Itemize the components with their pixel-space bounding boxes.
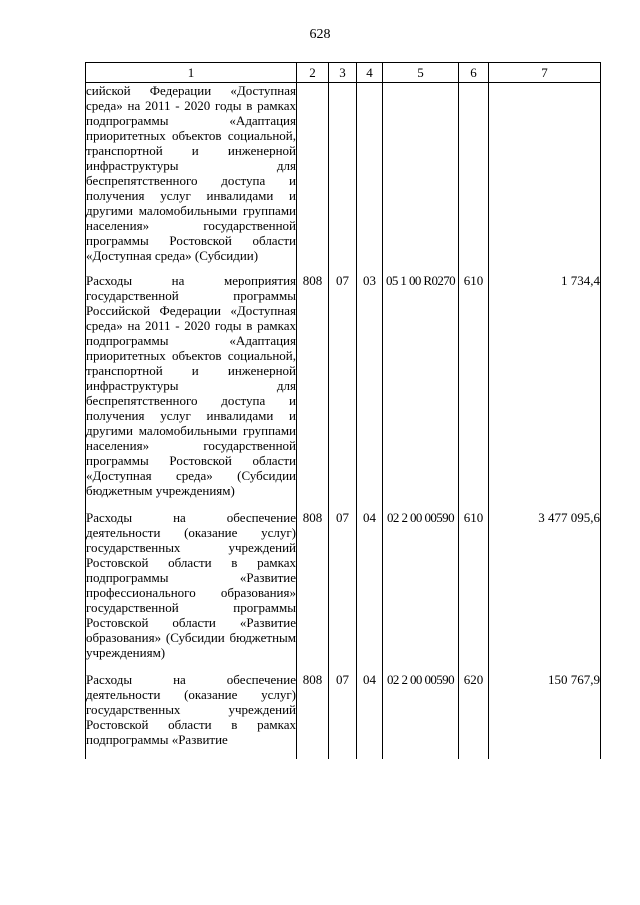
row-target-code: 05 1 00 R0270 bbox=[383, 273, 459, 510]
row-description: Расходы на обеспечение деятельности (оказание услуг) государственных учреждений Ростовской области в рамках подпрограммы «Развитие профессионального образования» государственной программы Ростовской области «Развитие образования» (Субсидии бюджетным учреждениям) bbox=[86, 510, 297, 672]
row-amount: 1 734,4 bbox=[489, 273, 601, 510]
row-section-code: 07 bbox=[329, 672, 357, 759]
table-row bbox=[86, 273, 601, 510]
row-target-code bbox=[383, 83, 459, 274]
row-subsection-code: 04 bbox=[357, 672, 383, 759]
table-row bbox=[86, 510, 601, 672]
page-number: 628 bbox=[309, 27, 331, 42]
column-header-5: 5 bbox=[383, 63, 459, 83]
row-subsection-code: 03 bbox=[357, 273, 383, 510]
row-amount: 3 477 095,6 bbox=[489, 510, 601, 672]
row-section-code: 07 bbox=[329, 510, 357, 672]
column-header-4: 4 bbox=[357, 63, 383, 83]
table-header-row bbox=[86, 63, 601, 83]
budget-table bbox=[85, 62, 601, 759]
row-amount bbox=[489, 83, 601, 274]
row-target-code: 02 2 00 00590 bbox=[383, 510, 459, 672]
column-header-2: 2 bbox=[297, 63, 329, 83]
table-row bbox=[86, 672, 601, 759]
row-subsection-code: 04 bbox=[357, 510, 383, 672]
column-header-6: 6 bbox=[459, 63, 489, 83]
row-section-code bbox=[329, 83, 357, 274]
row-description: сийской Федерации «Доступная среда» на 2011 - 2020 годы в рамках подпрограммы «Адаптация приоритетных объектов социальной, транспортной и инженерной инфраструктуры для беспрепятственного доступа и получения услуг инвалидами и другими маломобильными группами населения» государственной программы Ростовской области «Доступная среда» (Субсидии) bbox=[86, 83, 297, 274]
row-section-code: 07 bbox=[329, 273, 357, 510]
table-row bbox=[86, 83, 601, 274]
row-subsection-code bbox=[357, 83, 383, 274]
column-header-3: 3 bbox=[329, 63, 357, 83]
row-expense-type: 620 bbox=[459, 672, 489, 759]
row-expense-type: 610 bbox=[459, 273, 489, 510]
row-target-code: 02 2 00 00590 bbox=[383, 672, 459, 759]
column-header-1: 1 bbox=[86, 63, 297, 83]
row-description: Расходы на мероприятия государственной программы Российской Федерации «Доступная среда» на 2011 - 2020 годы в рамках подпрограммы «Адаптация приоритетных объектов социальной, транспортной и инженерной инфраструктуры для беспрепятственного доступа и получения услуг инвалидами и другими маломобильными группами населения» государственной программы Ростовской области «Доступная среда» (Субсидии бюджетным учреждениям) bbox=[86, 273, 297, 510]
row-ministry-code bbox=[297, 83, 329, 274]
row-amount: 150 767,9 bbox=[489, 672, 601, 759]
column-header-7: 7 bbox=[489, 63, 601, 83]
row-expense-type: 610 bbox=[459, 510, 489, 672]
row-ministry-code: 808 bbox=[297, 273, 329, 510]
row-ministry-code: 808 bbox=[297, 510, 329, 672]
row-description: Расходы на обеспечение деятельности (оказание услуг) государственных учреждений Ростовской области в рамках подпрограммы «Развитие bbox=[86, 672, 297, 759]
row-expense-type bbox=[459, 83, 489, 274]
row-ministry-code: 808 bbox=[297, 672, 329, 759]
